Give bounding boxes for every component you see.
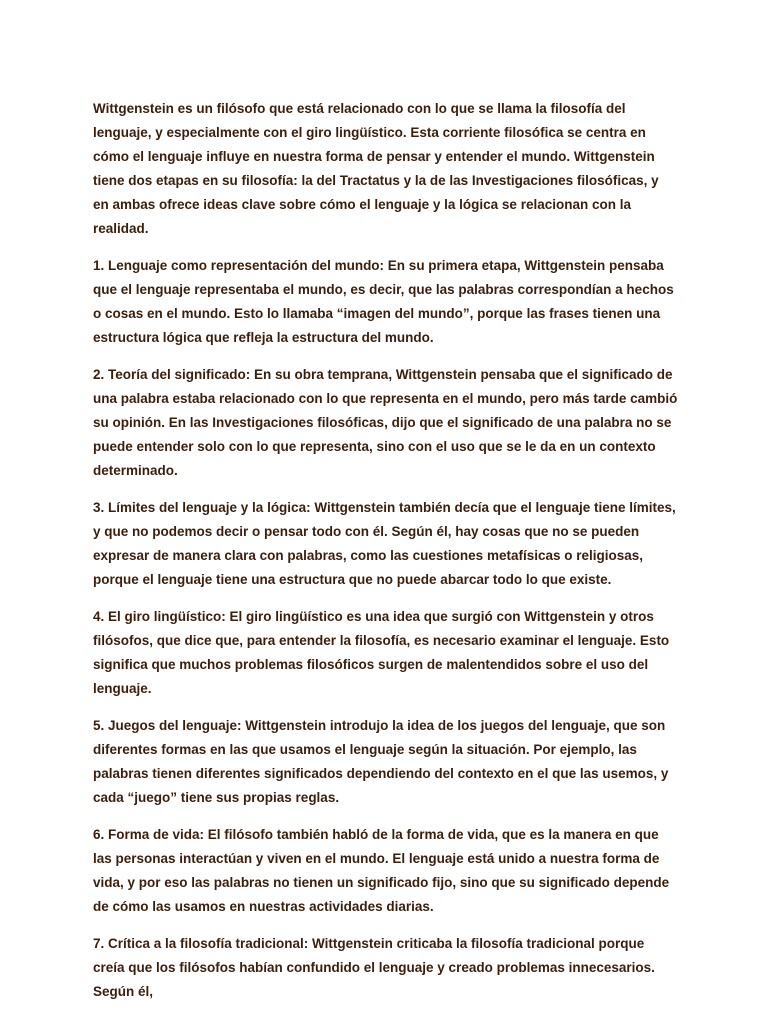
- paragraph-point-3: 3. Límites del lenguaje y la lógica: Wittgenstein también decía que el lenguaje tiene límites, y que no podemos decir o pensar todo con él. Según él, hay cosas que no se pueden expresar de manera clara con palabras, como las cuestiones metafísicas o religiosas, porque el lenguaje tiene una estructura que no puede abarcar todo lo que existe.: [93, 500, 676, 587]
- paragraph-point-5: 5. Juegos del lenguaje: Wittgenstein introdujo la idea de los juegos del lenguaje, que son diferentes formas en las que usamos el lenguaje según la situación. Por ejemplo, las palabras tienen diferentes significados dependiendo del contexto en el que las usemos, y cada “juego” tiene sus propias reglas.: [93, 718, 669, 805]
- paragraph-intro: Wittgenstein es un filósofo que está relacionado con lo que se llama la filosofía del lenguaje, y especialmente con el giro lingüístico. Esta corriente filosófica se centra en cómo el lenguaje influye en nuestra forma de pensar y entender el mundo. Wittgenstein tiene dos etapas en su filosofía: la del Tractatus y la de las Investigaciones filosóficas, y en ambas ofrece ideas clave sobre cómo el lenguaje y la lógica se relacionan con la realidad.: [93, 101, 659, 236]
- paragraph-point-2: 2. Teoría del significado: En su obra temprana, Wittgenstein pensaba que el significado de una palabra estaba relacionado con lo que representa en el mundo, pero más tarde cambió su opinión. En las Investigaciones filosóficas, dijo que el significado de una palabra no se puede entender solo con lo que representa, sino con el uso que se le da en un contexto determinado.: [93, 367, 678, 478]
- paragraph-point-7: 7. Crítica a la filosofía tradicional: Wittgenstein criticaba la filosofía tradicional porque creía que los filósofos habían confundido el lenguaje y creado problemas innecesarios. Según él,: [93, 936, 655, 999]
- paragraph-point-4: 4. El giro lingüístico: El giro lingüístico es una idea que surgió con Wittgenstein y otros filósofos, que dice que, para entender la filosofía, es necesario examinar el lenguaje. Esto significa que muchos problemas filosóficos surgen de malentendidos sobre el uso del lenguaje.: [93, 609, 670, 696]
- paragraph-point-6: 6. Forma de vida: El filósofo también habló de la forma de vida, que es la manera en que las personas interactúan y viven en el mundo. El lenguaje está unido a nuestra forma de vida, y por eso las palabras no tienen un significado fijo, sino que su significado depende de cómo las usamos en nuestras actividades diarias.: [93, 827, 670, 914]
- paragraph-point-1: 1. Lenguaje como representación del mundo: En su primera etapa, Wittgenstein pensaba que el lenguaje representaba el mundo, es decir, que las palabras correspondían a hechos o cosas en el mundo. Esto lo llamaba “imagen del mundo”, porque las frases tienen una estructura lógica que refleja la estructura del mundo.: [93, 258, 674, 345]
